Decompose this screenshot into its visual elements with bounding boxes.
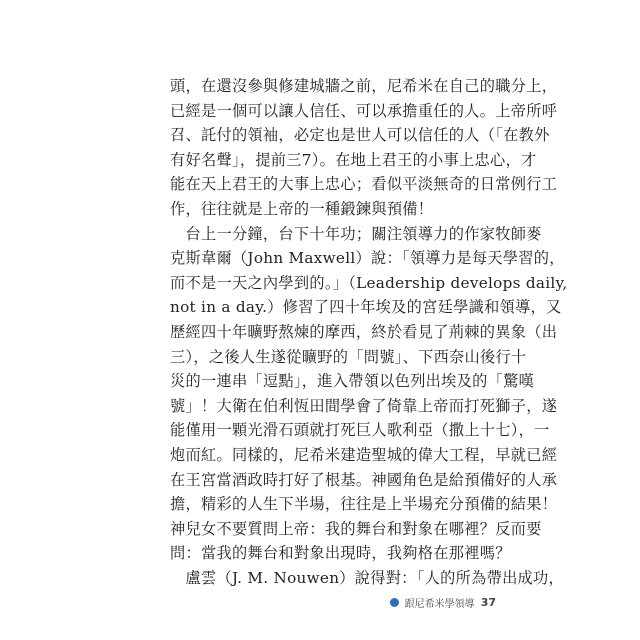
- text-line: 在王宮當酒政時打好了根基。神國角色是給預備好的人承: [170, 470, 558, 489]
- text-line: 神兒女不要質問上帝：我的舞台和對象在哪裡？反而要: [170, 519, 542, 538]
- book-title: 跟尼希米學領導: [404, 599, 475, 610]
- page-footer: [390, 595, 496, 610]
- text-line: 能僅用一顆光滑石頭就打死巨人歌利亞（撒上十七），一: [170, 421, 550, 440]
- page-number: 37: [480, 596, 496, 609]
- text-line: not in a day.）修習了四十年埃及的宮廷學識和領導，又: [170, 298, 562, 317]
- text-line: 有好名聲」，提前三7）。在地上君王的小事上忠心，才: [170, 150, 537, 169]
- text-line: 作，往往就是上帝的一種鍛鍊與預備！: [170, 199, 434, 218]
- text-line: 能在天上君王的大事上忠心；看似平淡無奇的日常例行工: [170, 175, 558, 194]
- text-line: 問：當我的舞台和對象出現時，我夠格在那裡嗎？: [170, 544, 511, 563]
- text-line: 盧雲（J. M. Nouwen）說得對：「人的所為帶出成功，: [170, 568, 565, 587]
- text-line: 頭，在還沒參與修建城牆之前，尼希米在自己的職分上，: [170, 77, 558, 95]
- text-line: 而不是一天之內學到的。」（Leadership develops daily,: [170, 273, 568, 292]
- text-line: 三），之後人生遂從曠野的「問號」、下西奈山後行十: [170, 347, 527, 366]
- text-line: 召、託付的領袖，必定也是世人可以信任的人（「在教外: [170, 126, 550, 145]
- text-line: 歷經四十年曠野熬煉的摩西，終於看見了荊棘的異象（出: [170, 322, 558, 341]
- text-line: 台上一分鐘，台下十年功；關注領導力的作家牧師麥: [170, 224, 542, 243]
- text-line: 災的一連串「逗點」，進入帶領以色列出埃及的「驚嘆: [170, 372, 535, 391]
- text-line: 已經是一個可以讓人信任、可以承擔重任的人。上帝所呼: [170, 101, 558, 120]
- bullet-icon: [390, 598, 399, 607]
- text-line: 克斯韋爾（John Maxwell）說：「領導力是每天學習的，: [170, 249, 565, 268]
- body-text: [170, 74, 568, 590]
- text-line: 號」！大衛在伯利恆田間學會了倚靠上帝而打死獅子，遂: [170, 396, 558, 415]
- text-line: 炮而紅。同樣的，尼希米建造聖城的偉大工程，早就已經: [170, 445, 558, 464]
- text-line: 擔，精彩的人生下半場，往往是上半場充分預備的結果！: [170, 495, 558, 514]
